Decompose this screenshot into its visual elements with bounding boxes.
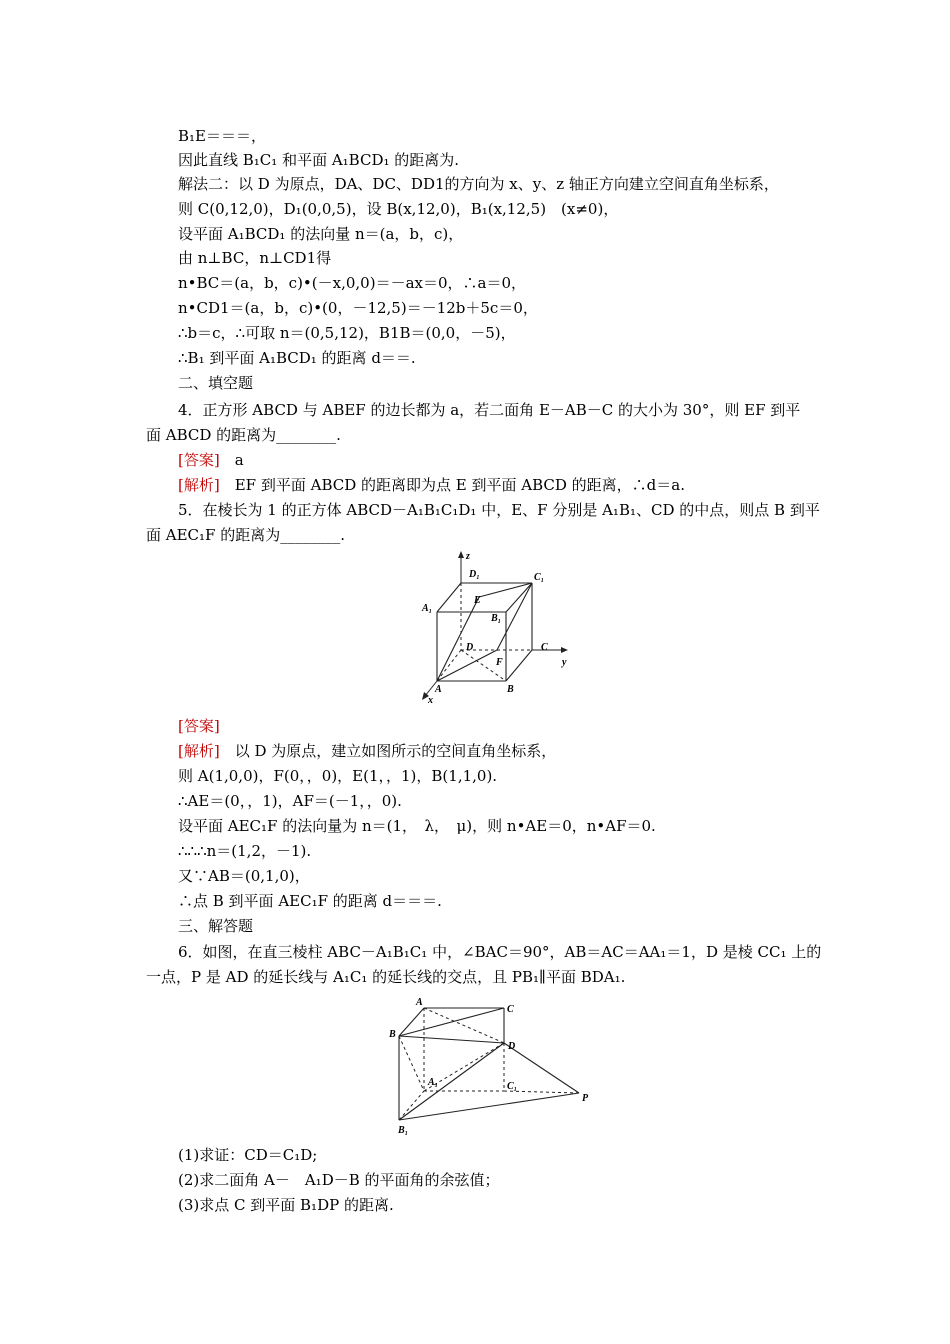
- q4-answer: [178, 448, 244, 472]
- answer-tag: [答案]: [178, 717, 220, 735]
- answer-text: a: [219, 451, 244, 469]
- section-heading: 三、解答题: [178, 917, 254, 935]
- prism-figure: [384, 992, 604, 1137]
- point-d-label: D: [508, 1041, 516, 1052]
- question-6-text: 一点，P 是 AD 的延长线与 A₁C₁ 的延长线的交点，且 PB₁∥平面 BDA₁.: [146, 968, 626, 986]
- q5-analysis: [178, 739, 556, 763]
- vertex-a-label: A: [435, 684, 442, 695]
- vertex-c-label: C: [507, 1004, 514, 1015]
- text-line: 因此直线 B₁C₁ 和平面 A₁BCD₁ 的距离为.: [178, 151, 460, 169]
- question-5-text: 5．在棱长为 1 的正方体 ABCD－A₁B₁C₁D₁ 中，E、F 分别是 A₁B₁、CD 的中点，则点 B 到平: [178, 501, 820, 519]
- q4-analysis: [178, 473, 685, 497]
- text-line: ∴B₁ 到平面 A₁BCD₁ 的距离 d＝＝.: [178, 349, 416, 367]
- text-line: 则 C(0,12,0)，D₁(0,0,5)，设 B(x,12,0)，B₁(x,12,5) (x≠0)，: [178, 200, 619, 218]
- question-4-text: 4．正方形 ABCD 与 ABEF 的边长都为 a，若二面角 E－AB－C 的大小为 30°，则 EF 到平: [178, 401, 801, 419]
- question-6-part-1: (1)求证：CD＝C₁D;: [178, 1146, 318, 1164]
- vertex-b1-label: B₁: [491, 613, 502, 624]
- text-line: 解法二：以 D 为原点，DA、DC、DD1的方向为 x、y、z 轴正方向建立空间直角坐标系，: [178, 175, 779, 193]
- question-6-part-3: (3)求点 C 到平面 B₁DP 的距离.: [178, 1196, 394, 1214]
- axis-z-label: z: [466, 551, 470, 562]
- question-6-part-2: (2)求二面角 A－ A₁D－B 的平面角的余弦值；: [178, 1171, 500, 1189]
- cube-figure: [410, 546, 580, 708]
- text-line: n•CD1＝(a，b，c)•(0，－12,5)＝－12b＋5c＝0，: [178, 299, 538, 317]
- text-line: 则 A(1,0,0)，F(0，，0)，E(1，，1)，B(1,1,0).: [178, 767, 498, 785]
- question-4-text: 面 ABCD 的距离为________.: [146, 426, 341, 444]
- point-p-label: P: [582, 1093, 589, 1104]
- text-line: ∴∴∴n＝(1,2，－1).: [178, 842, 312, 860]
- text-line: 由 n⊥BC，n⊥CD1得: [178, 249, 332, 267]
- text-line: ∴点 B 到平面 AEC₁F 的距离 d＝＝＝.: [178, 892, 442, 910]
- vertex-c1-label: C₁: [534, 572, 545, 583]
- text-line: B₁E＝＝＝，: [178, 127, 266, 145]
- vertex-c-label: C: [541, 642, 548, 653]
- question-6-text: 6．如图，在直三棱柱 ABC－A₁B₁C₁ 中，∠BAC＝90°，AB＝AC＝AA₁＝1，D 是棱 CC₁ 上的: [178, 943, 822, 961]
- vertex-b-label: B: [507, 684, 514, 695]
- text-line: ∴AE＝(0，，1)，AF＝(－1，，0).: [178, 792, 402, 810]
- point-e-label: E: [474, 595, 481, 606]
- vertex-d1-label: D₁: [469, 569, 480, 580]
- text-line: n•BC＝(a，b，c)•(－x,0,0)＝－ax＝0，∴a＝0，: [178, 274, 527, 292]
- analysis-tag: [解析]: [178, 476, 220, 494]
- question-5-text: 面 AEC₁F 的距离为________.: [146, 526, 345, 544]
- text-line: 设平面 A₁BCD₁ 的法向量 n＝(a，b，c)，: [178, 225, 464, 243]
- vertex-b1-label: B₁: [398, 1125, 409, 1136]
- vertex-a1-label: A₁: [428, 1077, 439, 1088]
- section-heading: 二、填空题: [178, 374, 254, 392]
- analysis-text: EF 到平面 ABCD 的距离即为点 E 到平面 ABCD 的距离，∴d＝a.: [219, 476, 685, 494]
- axis-x-label: x: [428, 695, 433, 706]
- q5-answer: [178, 714, 220, 738]
- vertex-d-label: D: [466, 642, 474, 653]
- vertex-a-label: A: [416, 997, 423, 1008]
- analysis-text: 以 D 为原点，建立如图所示的空间直角坐标系，: [219, 742, 557, 760]
- vertex-b-label: B: [389, 1029, 396, 1040]
- text-line: ∴b＝c，∴可取 n＝(0,5,12)，B1B＝(0,0，－5)，: [178, 324, 516, 342]
- point-f-label: F: [496, 657, 503, 668]
- text-line: 设平面 AEC₁F 的法向量为 n＝(1， λ， μ)，则 n•AE＝0，n•AF＝0.: [178, 817, 656, 835]
- vertex-c1-label: C₁: [507, 1081, 518, 1092]
- analysis-tag: [解析]: [178, 742, 220, 760]
- answer-tag: [答案]: [178, 451, 220, 469]
- axis-y-label: y: [562, 657, 567, 668]
- text-line: 又∵AB＝(0,1,0)，: [178, 867, 310, 885]
- vertex-a1-label: A₁: [422, 603, 433, 614]
